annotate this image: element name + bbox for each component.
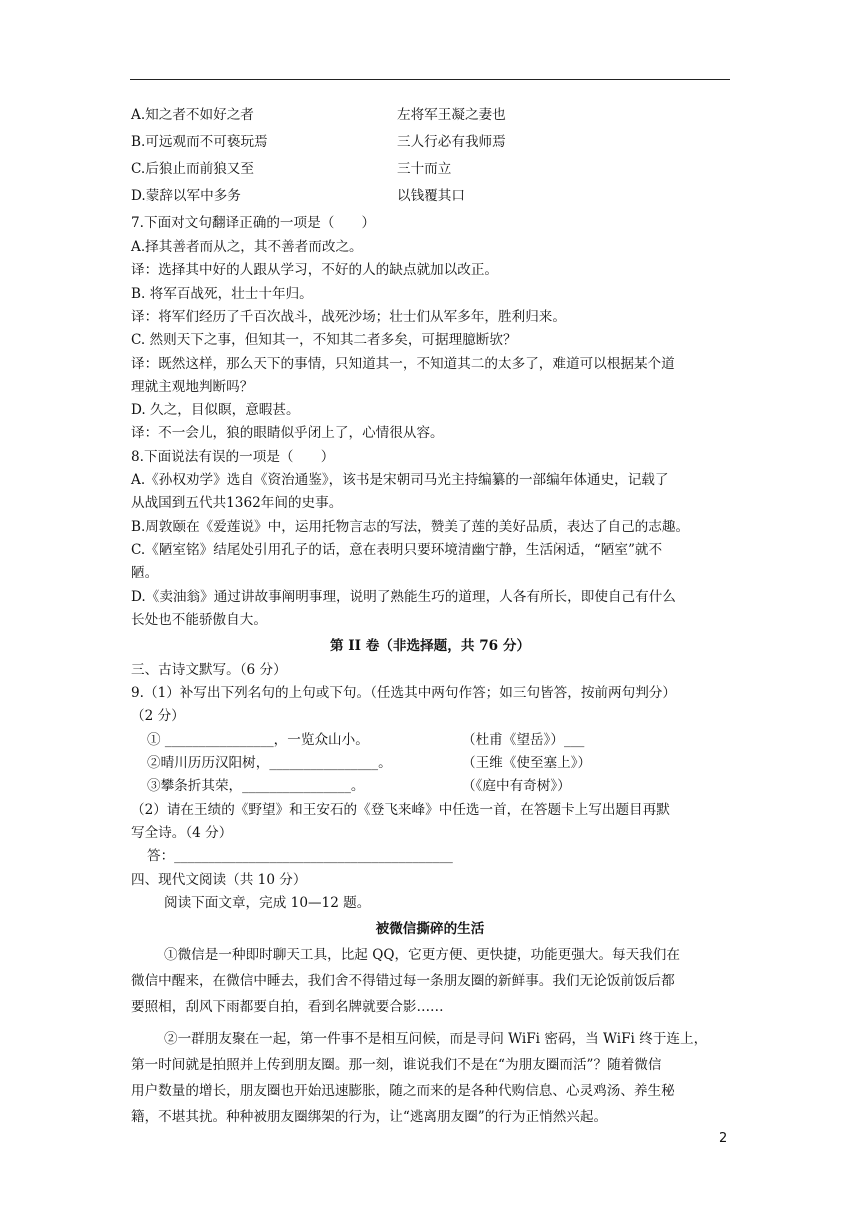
q7-option-c-translation: 译：既然这样，那么天下的事情，只知道其一，不知道其二的太多了，难道可以根据某个道 [131,356,675,372]
q7-option-c: C. 然则天下之事，但知其一，不知其二者多矣，可据理臆断欤？ [131,332,517,348]
q6-option-b: B.可远观而不可亵玩焉 [131,134,268,150]
q9-blank-2-source: （王维《使至塞上》） [462,755,592,771]
q6-option-c-right: 三十而立 [397,161,452,177]
section-four-heading: 四、现代文阅读（共 10 分） [131,872,307,888]
q8-option-b: B.周敦颐在《爱莲说》中，运用托物言志的写法，赞美了莲的美好品质，表达了自己的志趣。 [131,519,690,535]
q7-option-d: D. 久之，目似瞑，意暇甚。 [131,402,300,418]
article-paragraph-1-line-2: 微信中醒来，在微信中睡去，我们舍不得错过每一条朋友圈的新鲜事。我们无论饭前饭后都 [131,973,675,989]
q6-option-d: D.蒙辞以军中多务 [131,188,241,204]
section-three-heading: 三、古诗文默写。（6 分） [131,662,287,678]
q7-option-b: B. 将军百战死，壮士十年归。 [131,286,313,302]
q9-part1-score: （2 分） [131,708,185,724]
q9-answer-line: 答：_________________________________________ [147,848,453,864]
q7-option-c-translation-cont: 理就主观地判断吗？ [131,379,254,395]
q9-blank-3: ③攀条折其荣，________________。 [147,778,365,794]
article-title: 被微信撕碎的生活 [375,921,485,937]
q7-option-a-translation: 译：选择其中好的人跟从学习，不好的人的缺点就加以改正。 [131,262,499,278]
q7-option-b-translation: 译：将军们经历了千百次战斗，战死沙场；壮士们从军多年，胜利归来。 [131,309,566,325]
q8-option-a-cont: 从战国到五代共1362年间的史事。 [131,495,343,511]
page-number: 2 [719,1131,728,1146]
q8-option-c-cont: 陋。 [131,565,159,581]
q6-option-c: C.后狼止而前狼又至 [131,161,254,177]
q6-option-b-right: 三人行必有我师焉 [397,134,506,150]
q7-option-d-translation: 译：不一会儿，狼的眼睛似乎闭上了，心情很从容。 [131,425,444,441]
q9-part1-stem: 9.（1）补写出下列名句的上句或下句。（任选其中两句作答；如三句皆答，按前两句判分） [131,685,676,701]
article-paragraph-2-line-4: 籍，不堪其扰。种种被朋友圈绑架的行为，让“逃离朋友圈”的行为正悄然兴起。 [131,1109,608,1125]
q8-option-d: D.《卖油翁》通过讲故事阐明事理，说明了熟能生巧的道理，人各有所长，即使自己有什么 [131,589,676,605]
q9-blank-1: ① ________________，一览众山小。 [147,732,369,748]
q8-option-a: A.《孙权劝学》选自《资治通鉴》，该书是宋朝司马光主持编纂的一部编年体通史，记载了 [131,472,669,488]
q8-option-d-cont: 长处也不能骄傲自大。 [131,612,267,628]
q9-blank-2: ②晴川历历汉阳树，________________。 [147,755,392,771]
q9-blank-1-source: （杜甫《望岳》）___ [462,732,585,748]
part-two-title: 第 II 卷（非选择题，共 76 分） [329,638,531,654]
header-rule [130,79,730,80]
q6-option-d-right: 以钱覆其口 [397,188,465,204]
q8-option-c: C.《陋室铭》结尾处引用孔子的话，意在表明只要环境清幽宁静，生活闲适，“陋室”就不 [131,542,663,558]
q9-blank-3-source: （《庭中有奇树》） [462,778,571,794]
article-paragraph-2: ②一群朋友聚在一起，第一件事不是相互问候，而是寻问 WiFi 密码，当 WiFi 终于连上， [164,1031,708,1047]
q7-option-a: A.择其善者而从之，其不善者而改之。 [131,239,363,255]
q6-option-a: A.知之者不如好之者 [131,107,254,123]
q6-option-a-right: 左将军王凝之妻也 [397,107,506,123]
article-paragraph-2-line-2: 第一时间就是拍照并上传到朋友圈。那一刻，谁说我们不是在“为朋友圈而活”？随着微信 [131,1057,662,1073]
article-paragraph-1-line-3: 要照相，刮风下雨都要自拍，看到名牌就要合影…… [131,999,444,1015]
article-paragraph-2-line-3: 用户数量的增长，朋友圈也开始迅速膨胀，随之而来的是各种代购信息、心灵鸡汤、养生秘 [131,1083,675,1099]
reading-instruction: 阅读下面文章，完成 10—12 题。 [164,895,371,911]
q9-part2-score: 写全诗。（4 分） [131,825,233,841]
article-paragraph-1: ①微信是一种即时聊天工具，比起 QQ，它更方便、更快捷，功能更强大。每天我们在 [164,947,680,963]
q8-stem: 8.下面说法有误的一项是（ ） [131,449,335,465]
q7-stem: 7.下面对文句翻译正确的一项是（ ） [131,215,376,231]
q9-part2-stem: （2）请在王绩的《野望》和王安石的《登飞来峰》中任选一首，在答题卡上写出题目再默 [131,802,670,818]
